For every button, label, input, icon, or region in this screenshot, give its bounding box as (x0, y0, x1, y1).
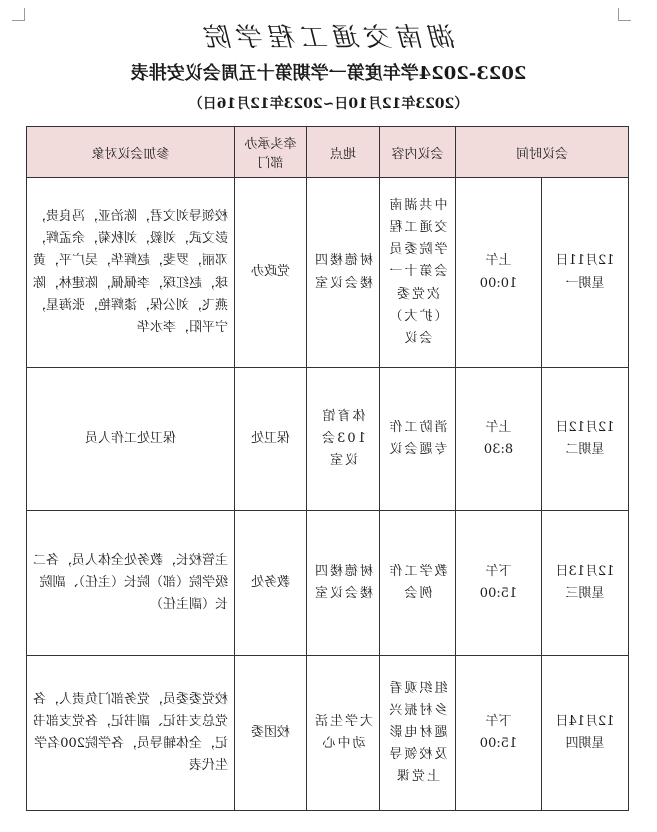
meeting-clock-cell (455, 511, 541, 656)
meeting-location: 树德楼四楼会议室 (306, 511, 379, 656)
meeting-department: 教务处 (234, 511, 306, 656)
meeting-weekday: 星期二 (565, 442, 605, 457)
meeting-department: 保卫处 (234, 368, 306, 511)
meeting-clock-cell (455, 178, 541, 368)
meeting-clock: 8:30 (483, 442, 514, 457)
table-row (26, 511, 628, 656)
meeting-content: 教学工作例会 (379, 511, 455, 656)
table-row (26, 368, 628, 511)
meeting-location: 体育馆103会议室 (306, 368, 379, 511)
document-title: 2023-2024学年度第一学期第十五周会议安排表 (130, 63, 527, 84)
meeting-clock: 15:00 (479, 586, 518, 601)
meeting-date: 12月13日 (555, 563, 615, 579)
meeting-period: 上午 (485, 253, 512, 269)
document-header (0, 20, 657, 116)
meeting-clock-cell (455, 656, 541, 811)
meeting-period: 上午 (485, 419, 512, 435)
meeting-date: 12月12日 (555, 419, 615, 435)
meeting-department: 校团委 (234, 656, 306, 811)
meeting-schedule-table (26, 126, 629, 811)
table-header-row (26, 127, 628, 178)
meeting-weekday: 星期四 (565, 736, 605, 751)
header-meeting-time: 会议时间 (455, 127, 628, 178)
meeting-attendees: 主管校长，教务处全体人员，各二级学院（部）院长（主任）、副院长（副主任） (26, 511, 234, 656)
meeting-content: 组织观看乡村振兴题材电影及校领导上党课 (379, 656, 455, 811)
meeting-department: 党政办 (234, 178, 306, 368)
meeting-period: 下午 (485, 713, 512, 729)
meeting-attendees: 校领导刘文君，陈治亚，冯良贵，彭文武，刘毅，刘秋菊，余孟辉，邓丽，罗斐，赵辉华，吴广平，黄球，赵红琛，李佩佩，陈建林，陈燕飞，刘公保，漆辉艳，张海星，宁平阳，李水华 (26, 178, 234, 368)
meeting-date-cell (542, 368, 629, 511)
header-lead-department: 牵头承办部门 (234, 127, 306, 178)
header-attendees: 参加会议对象 (26, 127, 234, 178)
meeting-period: 下午 (485, 563, 512, 579)
meeting-date-cell (542, 511, 629, 656)
meeting-content: 消防工作专题会议 (379, 368, 455, 511)
meeting-attendees: 保卫处工作人员 (26, 368, 234, 511)
meeting-date-cell (542, 656, 629, 811)
header-location: 地点 (306, 127, 379, 178)
meeting-location: 大学生活动中心 (306, 656, 379, 811)
meeting-date: 12月14日 (555, 713, 615, 729)
meeting-clock: 15:00 (479, 736, 518, 751)
meeting-content: 中共湖南交通工程学院委员会第十一次党委（扩大）会议 (379, 178, 455, 368)
school-name: 湖南交通工程学院 (200, 23, 457, 53)
meeting-weekday: 星期三 (565, 586, 605, 601)
meeting-date: 12月11日 (555, 253, 615, 269)
header-meeting-content: 会议内容 (379, 127, 455, 178)
table-row (26, 178, 628, 368)
date-range: （2023年12月10日~2023年12月16日） (188, 96, 469, 112)
meeting-weekday: 星期一 (565, 275, 605, 291)
meeting-location: 树德楼四楼会议室 (306, 178, 379, 368)
meeting-clock: 10:00 (479, 275, 518, 291)
meeting-attendees: 校党委委员，党务部门负责人，各党总支书记、副书记，各党支部书记，全体辅导员，各学院200名学生代表 (26, 656, 234, 811)
table-row (26, 656, 628, 811)
meeting-clock-cell (455, 368, 541, 511)
meeting-date-cell (542, 178, 629, 368)
